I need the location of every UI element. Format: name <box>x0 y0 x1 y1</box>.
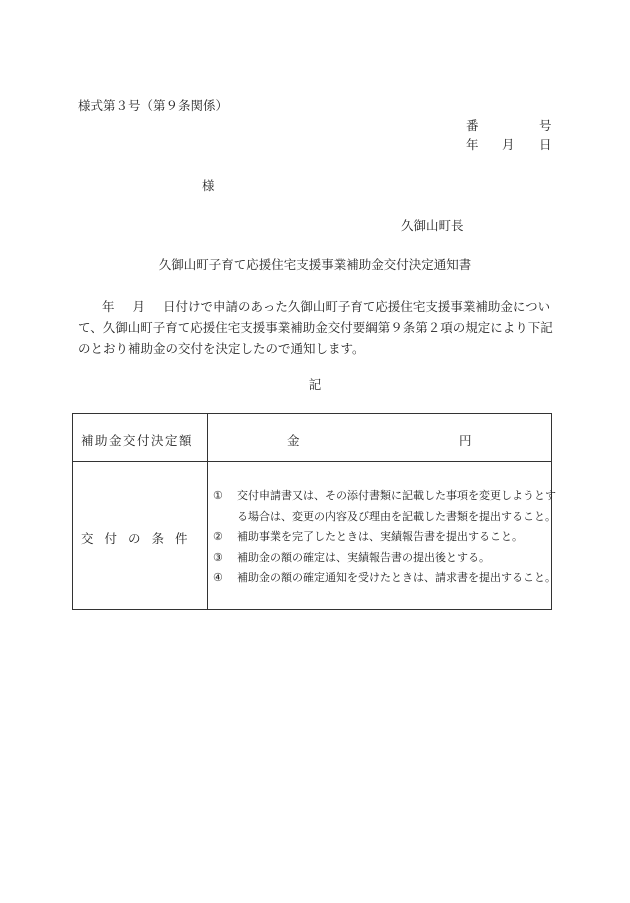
sender-name: 久御山町長 <box>401 218 464 233</box>
condition-text: 補助事業を完了したときは、実績報告書を提出すること。 <box>237 530 523 543</box>
amount-prefix: 金 <box>287 433 300 448</box>
amount-suffix: 円 <box>459 433 472 448</box>
document-number-suffix: 号 <box>539 118 552 133</box>
condition-item <box>213 548 556 569</box>
condition-item <box>213 486 556 507</box>
condition-mark: ④ <box>213 571 223 584</box>
condition-item <box>213 527 556 548</box>
date-day-label: 日 <box>539 137 552 152</box>
conditions-label: 交付の条件 <box>81 531 199 546</box>
body-line-1-text: 日付けで申請のあった久御山町子育て応援住宅支援事業補助金につい <box>163 299 551 314</box>
grant-amount-label: 補助金交付決定額 <box>81 433 194 448</box>
body-line-3: のとおり補助金の交付を決定したので通知します。 <box>78 341 365 356</box>
condition-item <box>213 568 556 589</box>
condition-item-continued: る場合は、変更の内容及び理由を記載した書類を提出すること。 <box>237 509 556 523</box>
date-year-label: 年 <box>466 137 479 152</box>
body-line-2: て、久御山町子育て応援住宅支援事業補助金交付要綱第９条第２項の規定により下記 <box>78 320 553 335</box>
document-number-label: 番 <box>466 118 479 133</box>
addressee-honorific: 様 <box>202 178 215 193</box>
form-number: 様式第３号（第９条関係） <box>78 98 229 113</box>
document-title: 久御山町子育て応援住宅支援事業補助金交付決定通知書 <box>158 257 472 272</box>
condition-mark: ② <box>213 530 223 543</box>
ki-heading: 記 <box>308 377 322 392</box>
conditions-list <box>213 486 556 589</box>
table-row-divider <box>73 461 551 462</box>
body-line-1 <box>78 296 554 317</box>
condition-text: 補助金の額の確定通知を受けたときは、請求書を提出すること。 <box>237 571 556 584</box>
decision-table <box>72 413 556 610</box>
body-year-label: 年 <box>102 299 115 314</box>
date-month-label: 月 <box>502 137 515 152</box>
table-column-divider <box>207 414 208 609</box>
condition-text: 交付申請書又は、その添付書類に記載した事項を変更しようとす <box>237 489 556 502</box>
condition-mark: ① <box>213 489 223 502</box>
notice-body <box>78 296 554 359</box>
condition-text: 補助金の額の確定は、実績報告書の提出後とする。 <box>237 550 490 564</box>
condition-mark: ③ <box>213 550 223 564</box>
body-month-label: 月 <box>132 299 146 314</box>
